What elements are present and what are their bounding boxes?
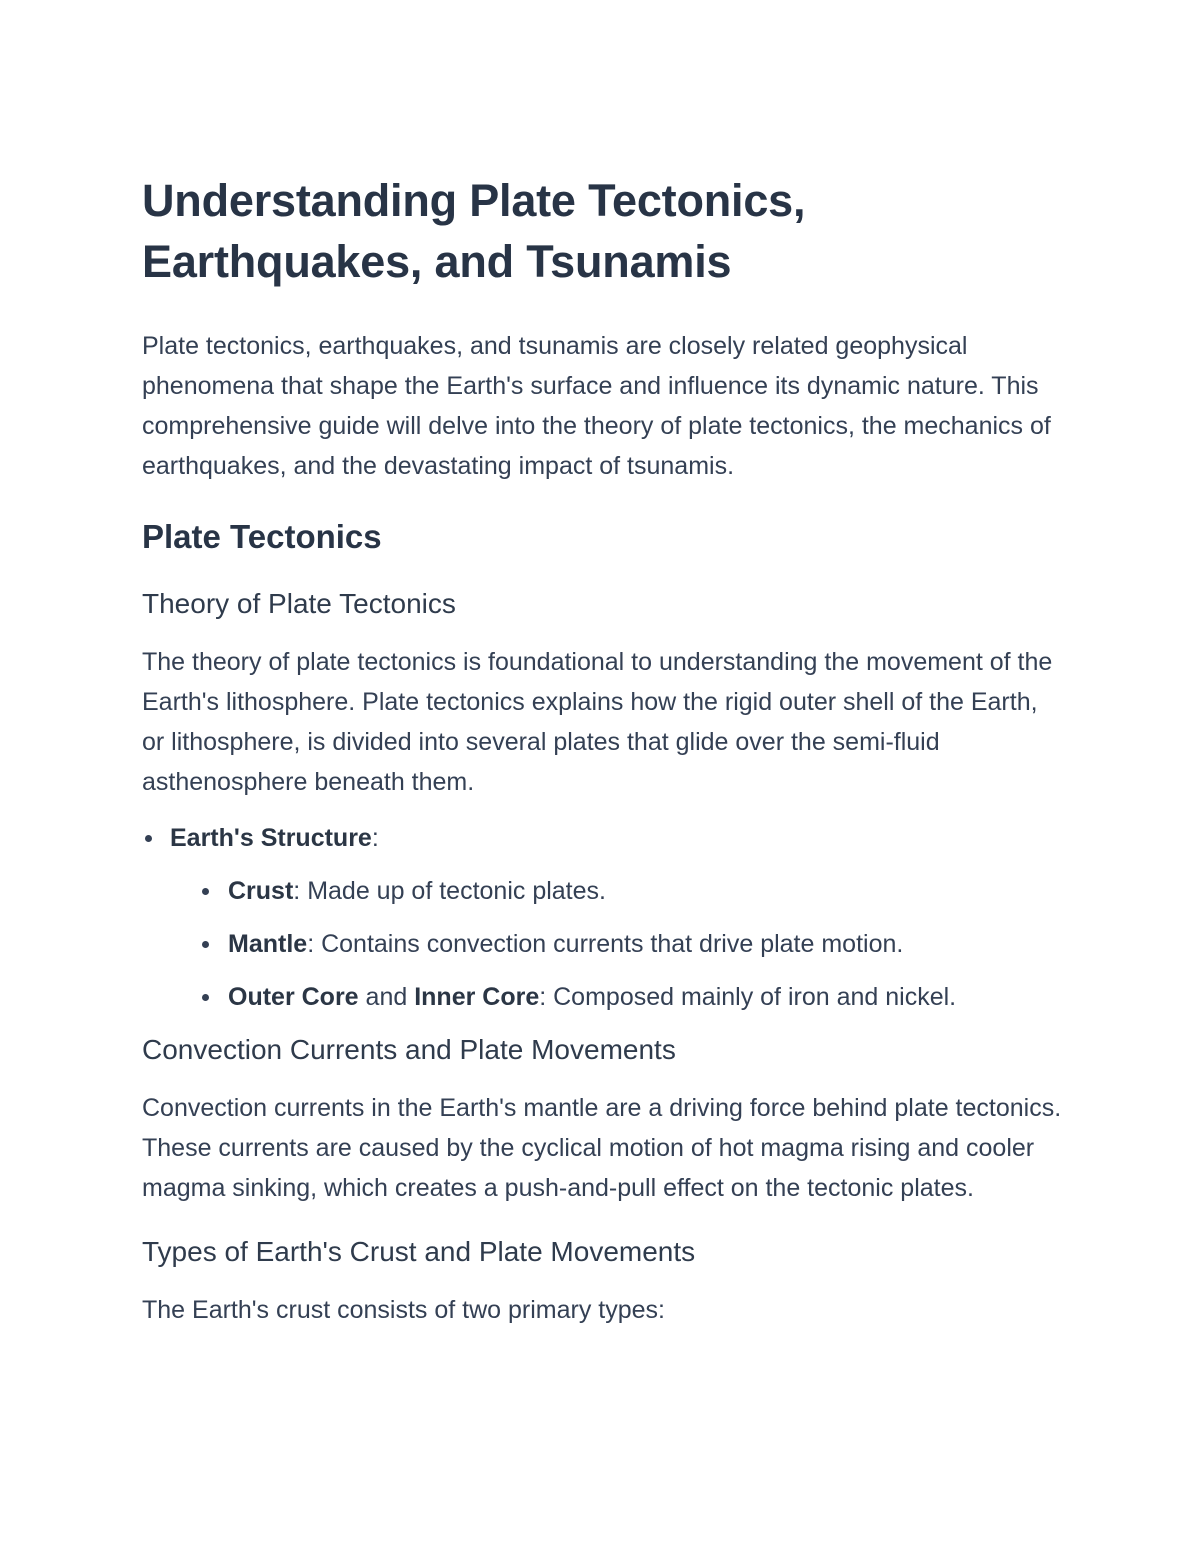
list-term: Mantle: [228, 930, 308, 958]
list-text: : Made up of tectonic plates.: [293, 877, 606, 905]
list-item-mantle: [170, 924, 1062, 964]
list-term: Inner Core: [414, 983, 540, 1011]
bullet-icon: [202, 994, 209, 1001]
crust-types-paragraph: The Earth's crust consists of two primary types:: [142, 1296, 665, 1324]
list-item-crust: [170, 871, 1062, 911]
list-connector: and: [358, 983, 415, 1011]
list-term: Outer Core: [228, 983, 359, 1011]
section-heading-plate-tectonics: Plate Tectonics: [142, 518, 382, 555]
subheading-crust-types: Types of Earth's Crust and Plate Movements: [142, 1236, 696, 1267]
intro-paragraph: Plate tectonics, earthquakes, and tsunamis are closely related geophysical phenomena that shape the Earth's surface and influence its dynamic nature. This comprehensive guide will delve into the theory of plate tectonics, the mechanics of earthquakes, and the devastating impact of tsunamis.: [142, 332, 1051, 480]
theory-paragraph: The theory of plate tectonics is foundational to understanding the movement of the Earth's lithosphere. Plate tectonics explains how the rigid outer shell of the Earth, or lithosphere, is divided into several plates that glide over the semi-fluid asthenosphere beneath them.: [142, 648, 1053, 796]
list-colon: :: [371, 824, 379, 852]
bullet-icon: [145, 835, 152, 842]
page-title: Understanding Plate Tectonics, Earthquakes, and Tsunamis: [142, 175, 806, 287]
list-term: Crust: [228, 877, 294, 905]
bullet-icon: [202, 941, 209, 948]
earth-structure-list: [142, 818, 1062, 1017]
earth-structure-sublist: [170, 871, 1062, 1017]
bullet-icon: [202, 888, 209, 895]
convection-paragraph: Convection currents in the Earth's mantle are a driving force behind plate tectonics. These currents are caused by the cyclical motion of hot magma rising and cooler magma sinking, which creates a push-and-pull effect on the tectonic plates.: [142, 1094, 1062, 1202]
subheading-theory: Theory of Plate Tectonics: [142, 588, 456, 619]
list-term: Earth's Structure: [170, 824, 372, 852]
list-text: : Composed mainly of iron and nickel.: [539, 983, 957, 1011]
subheading-convection: Convection Currents and Plate Movements: [142, 1034, 676, 1065]
document-page: [142, 170, 1062, 1330]
list-item-core: [170, 977, 1062, 1017]
list-item-earth-structure: [142, 818, 1062, 1017]
list-text: : Contains convection currents that drive plate motion.: [307, 930, 904, 958]
